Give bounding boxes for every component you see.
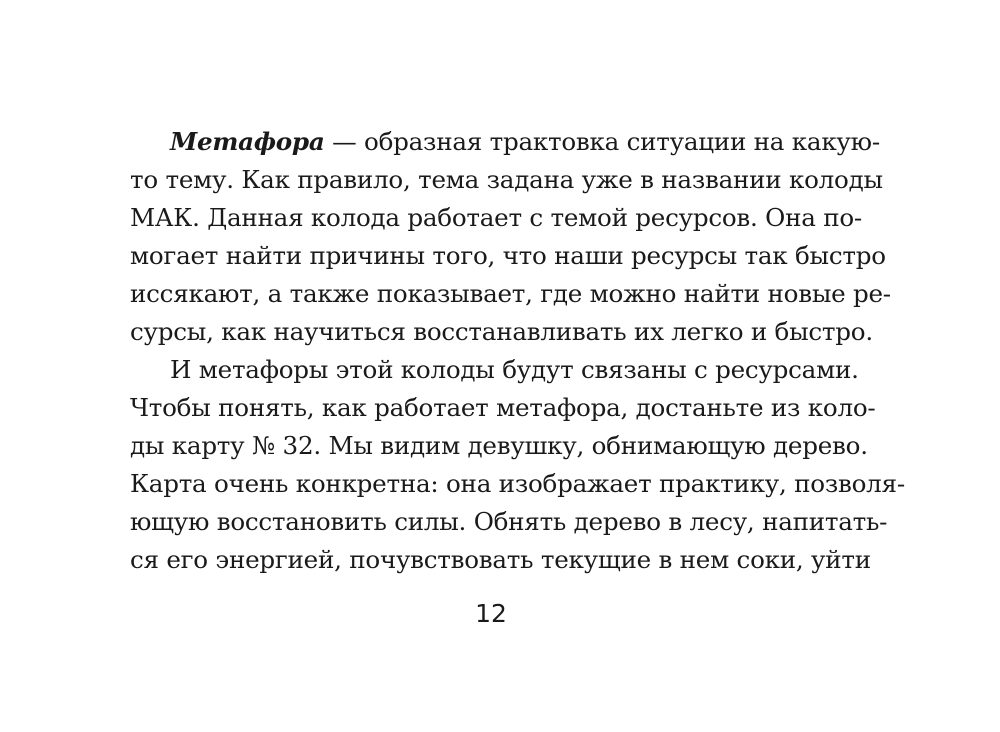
book-page <box>130 0 905 732</box>
text-line: сурсы, как научиться восстанавливать их легко и быстро. <box>130 317 873 346</box>
text-line: МАК. Данная колода работает с темой ресурсов. Она по- <box>130 203 862 232</box>
text-line: ся его энергией, почувствовать текущие в нем соки, уйти <box>130 545 871 574</box>
text-line: Метафора — образная трактовка ситуации на какую- <box>170 127 880 156</box>
text-line: ды карту № 32. Мы видим девушку, обнимающую дерево. <box>130 431 868 460</box>
term-metaphor: Метафора <box>170 127 325 156</box>
text-line: Карта очень конкретна: она изображает практику, позволя- <box>130 469 905 498</box>
page-number: 12 <box>475 599 507 628</box>
text-line: И метафоры этой колоды будут связаны с ресурсами. <box>170 355 859 384</box>
text-line: иссякают, а также показывает, где можно найти новые ре- <box>130 279 891 308</box>
text-line: Чтобы понять, как работает метафора, достаньте из коло- <box>130 393 876 422</box>
text-line: то тему. Как правило, тема задана уже в названии колоды <box>130 165 883 194</box>
text-line: могает найти причины того, что наши ресурсы так быстро <box>130 241 886 270</box>
text-line: ющую восстановить силы. Обнять дерево в лесу, напитать- <box>130 507 888 536</box>
